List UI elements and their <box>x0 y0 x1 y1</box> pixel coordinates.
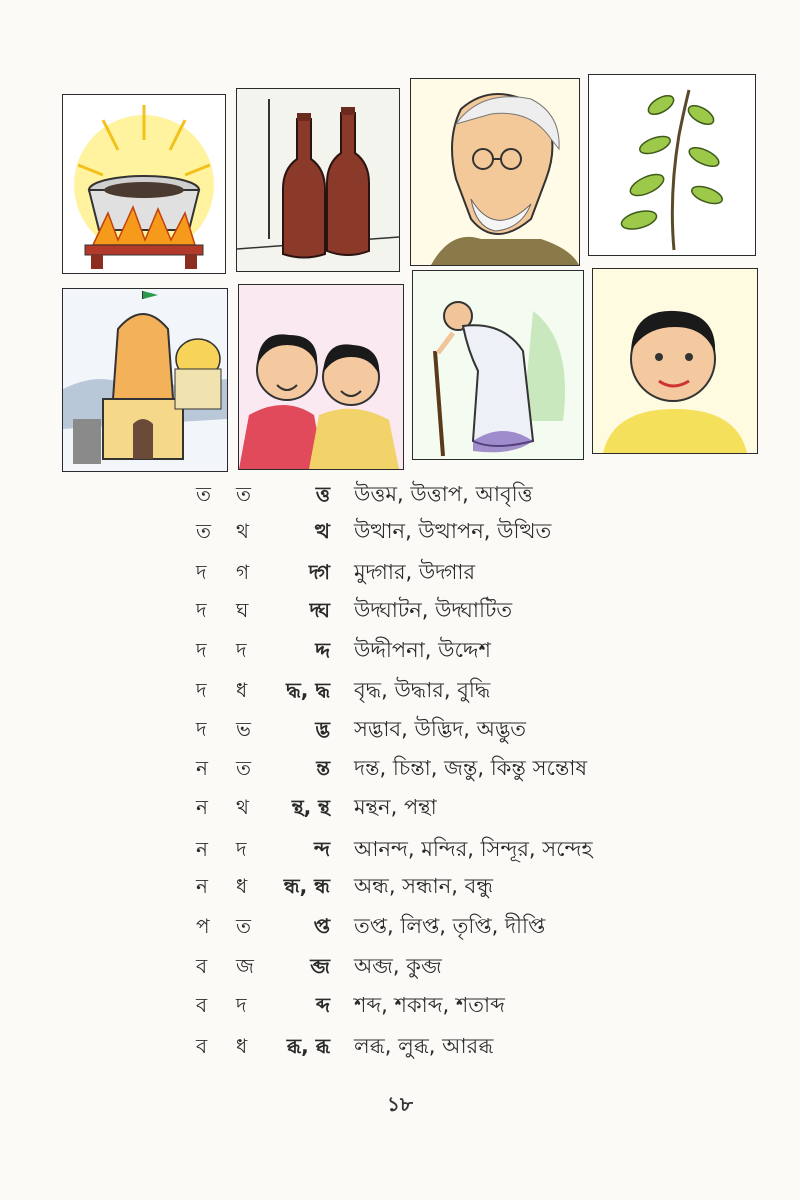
example-words: উত্তম, উত্তাপ, আবৃত্তি <box>354 482 533 506</box>
example-words: শব্দ, শকাব্দ, শতাব্দ <box>354 993 505 1017</box>
example-words: মন্থন, পন্থা <box>354 795 437 819</box>
conjunct-letter: ব্দ <box>315 993 330 1017</box>
conjunct-letter: ন্থ, ন্থ <box>291 795 330 819</box>
conjunct-letter: দ্দ <box>315 638 330 662</box>
first-letter: ব <box>196 1034 208 1058</box>
table-row <box>0 987 800 1023</box>
second-letter: ধ <box>236 678 248 702</box>
table-row <box>0 632 800 668</box>
smiling-boy-icon <box>592 268 758 454</box>
old-woman-with-stick-icon <box>412 270 584 460</box>
table-row <box>0 789 800 825</box>
conjunct-letter: ত্ত <box>315 482 330 506</box>
first-letter: দ <box>196 717 207 741</box>
table-row <box>0 750 800 786</box>
first-letter: ন <box>196 795 208 819</box>
old-man-with-glasses-icon <box>410 78 580 266</box>
second-letter: থ <box>236 519 249 543</box>
example-words: উদ্ঘাটন, উদ্ঘাটিত <box>354 598 513 622</box>
first-letter: দ <box>196 560 207 584</box>
conjunct-letter: দ্ঘ <box>309 598 330 622</box>
conjunct-letter: ন্ত <box>316 756 330 780</box>
table-row <box>0 592 800 628</box>
page-number: ১৮ <box>387 1092 413 1116</box>
first-letter: ন <box>196 874 208 898</box>
example-words: বৃদ্ধ, উদ্ধার, বুদ্ধি <box>354 678 491 702</box>
example-words: সদ্ভাব, উদ্ভিদ, অদ্ভুত <box>354 717 527 741</box>
second-letter: গ <box>236 560 250 584</box>
second-letter: ধ <box>236 874 248 898</box>
table-row <box>0 868 800 904</box>
second-letter: ঘ <box>236 598 249 622</box>
example-words: মুদ্গার, উদ্গার <box>354 560 476 584</box>
table-row <box>0 672 800 708</box>
example-words: লব্ধ, লুব্ধ, আরব্ধ <box>354 1034 494 1058</box>
two-bottles-icon <box>236 88 400 272</box>
conjunct-letter: ন্ধ, ন্ধ <box>283 874 330 898</box>
temple-icon <box>62 288 228 472</box>
conjunct-letter: ত্থ <box>314 519 330 543</box>
cooking-pot-on-fire-icon <box>62 94 226 274</box>
example-words: আনন্দ, মন্দির, সিন্দূর, সন্দেহ <box>354 837 593 861</box>
second-letter: ধ <box>236 1034 248 1058</box>
table-row <box>0 908 800 944</box>
second-letter: থ <box>236 795 249 819</box>
table-row <box>0 1028 800 1064</box>
table-row <box>0 711 800 747</box>
table-row <box>0 476 800 512</box>
second-letter: ত <box>236 914 252 938</box>
first-letter: ব <box>196 993 208 1017</box>
first-letter: ন <box>196 756 208 780</box>
example-words: অন্ধ, সন্ধান, বন্ধু <box>354 874 493 898</box>
example-words: তপ্ত, লিপ্ত, তৃপ্তি, দীপ্তি <box>354 914 546 938</box>
first-letter: দ <box>196 638 207 662</box>
conjunct-letter: প্ত <box>313 914 330 938</box>
second-letter: দ <box>236 993 247 1017</box>
table-row <box>0 513 800 549</box>
second-letter: ভ <box>236 717 251 741</box>
first-letter: দ <box>196 598 207 622</box>
table-row <box>0 831 800 867</box>
second-letter: দ <box>236 638 247 662</box>
first-letter: ত <box>196 482 212 506</box>
first-letter: প <box>196 914 210 938</box>
table-row <box>0 554 800 590</box>
second-letter: জ <box>236 954 254 978</box>
second-letter: ত <box>236 756 252 780</box>
first-letter: ত <box>196 519 212 543</box>
plant-leaves-icon <box>588 74 756 256</box>
second-letter: দ <box>236 837 247 861</box>
conjunct-letter: দ্ভ <box>315 717 330 741</box>
picture-grid <box>62 74 756 472</box>
conjunct-letter: ন্দ <box>313 837 330 861</box>
first-letter: ব <box>196 954 208 978</box>
two-boys-icon <box>238 284 404 470</box>
conjunct-letter: দ্গ <box>308 560 330 584</box>
conjunct-letter: দ্ধ, দ্ধ <box>286 678 330 702</box>
table-row <box>0 948 800 984</box>
conjunct-letter: ব্জ <box>310 954 330 978</box>
example-words: অব্জ, কুব্জ <box>354 954 442 978</box>
first-letter: ন <box>196 837 208 861</box>
second-letter: ত <box>236 482 252 506</box>
example-words: উত্থান, উত্থাপন, উত্থিত <box>354 519 552 543</box>
conjunct-letter: ব্ধ, ব্ধ <box>286 1034 330 1058</box>
example-words: উদ্দীপনা, উদ্দেশ <box>354 638 491 662</box>
example-words: দন্ত, চিন্তা, জন্তু, কিন্তু সন্তোষ <box>354 756 588 780</box>
first-letter: দ <box>196 678 207 702</box>
